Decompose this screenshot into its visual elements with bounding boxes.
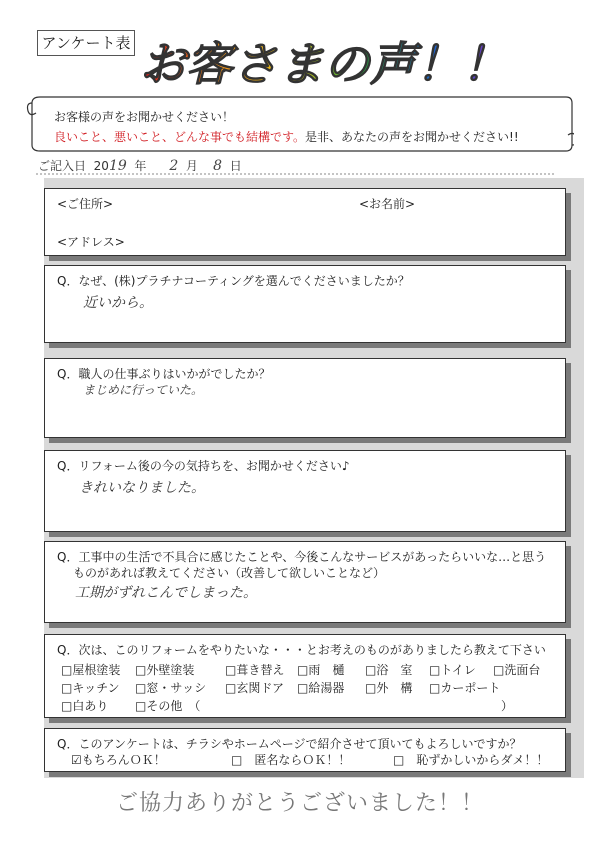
option-reroof[interactable]: □葺き替え [225,663,285,677]
consent-no[interactable]: □ 恥ずかしいからダメ！！ [393,753,549,767]
month-unit: 月 [185,159,198,173]
year-prefix: 20 [93,159,109,173]
option-bathroom[interactable]: □浴 室 [365,663,413,677]
title-text: お客さまの声！！ [140,37,508,91]
option-wall-paint[interactable]: □外壁塗装 [135,663,195,677]
question-feeling: Q．リフォーム後の今の気持ちを、お聞かせください♪ [57,459,350,473]
answer-feeling: きれいなりました。 [79,480,205,496]
question-reason: Q．なぜ、(株)プラチナコーティングを選んでくださいましたか？ [57,274,410,288]
date-label: ご記入日 [38,159,87,173]
option-washbasin[interactable]: □洗面台 [493,663,541,677]
option-roof-paint[interactable]: □屋根塗装 [61,663,121,677]
question-improvement-line1: Q．工事中の生活で不具合に感じたことや、今後こんなサービスがあったらいいな…と思う [57,550,547,564]
thanks-message: ご協力ありがとうございました！！ [115,791,484,816]
option-entrance-door[interactable]: □玄関ドア [225,681,284,695]
question-consent: Q．このアンケートは、チラシやホームページで紹介させて頂いてもよろしいですか？ [57,737,522,751]
month-value: 2 [169,158,179,174]
option-other-close: ） [501,699,514,713]
option-gutter[interactable]: □雨 樋 [297,663,345,677]
consent-anonymous[interactable]: □ 匿名ならＯＫ！！ [231,753,351,767]
question-next-reform: Q．次は、このリフォームをやりたいな・・・とお考えのものがありましたら教えて下さい [57,643,546,657]
option-termite[interactable]: □白あり [61,699,109,713]
option-carport[interactable]: □カーポート [429,681,501,695]
page-title [140,28,540,98]
day-value: 8 [213,158,223,174]
intro-text: お客様の声をお聞かせください！ [54,110,235,124]
intro-line2 [54,128,519,145]
question-box-feeling [44,450,566,532]
answer-craftsman: まじめに行っていた。 [83,383,204,397]
question-box-next-reform [44,634,566,718]
year-value: 19 [108,158,127,174]
date-underline [36,172,556,176]
answer-reason: 近いから。 [83,295,153,311]
address-label: <ご住所> [57,197,114,211]
question-box-improvement [44,541,566,623]
question-box-consent [44,728,566,772]
address-box [44,188,566,256]
option-kitchen[interactable]: □キッチン [61,681,120,695]
intro-tail: 是非、あなたの声をお聞かせください!! [305,130,519,144]
email-label: <アドレス> [57,235,125,249]
option-toilet[interactable]: □トイレ [429,663,476,677]
option-exterior[interactable]: □外 構 [365,681,413,695]
option-window[interactable]: □窓・サッシ [135,681,207,695]
year-unit: 年 [134,159,147,173]
answer-improvement: 工期がずれこんでしまった。 [75,585,257,601]
option-other[interactable]: □その他 （ [135,699,201,713]
name-label: <お名前> [359,197,416,211]
day-unit: 日 [229,159,242,173]
survey-tag: アンケート表 [37,30,135,56]
question-craftsman: Q．職人の仕事ぶりはいかがでしたか？ [57,367,271,381]
consent-ok[interactable]: ☑もちろんＯＫ！ [71,753,166,767]
question-improvement-line2: ものがあれば教えてください（改善して欲しいことなど） [73,566,386,580]
option-water-heater[interactable]: □給湯器 [297,681,345,695]
highlight-text: 良いこと、悪いこと、どんな事でも結構です。 [54,130,306,144]
question-box-reason [44,265,566,343]
question-box-craftsman [44,358,566,438]
